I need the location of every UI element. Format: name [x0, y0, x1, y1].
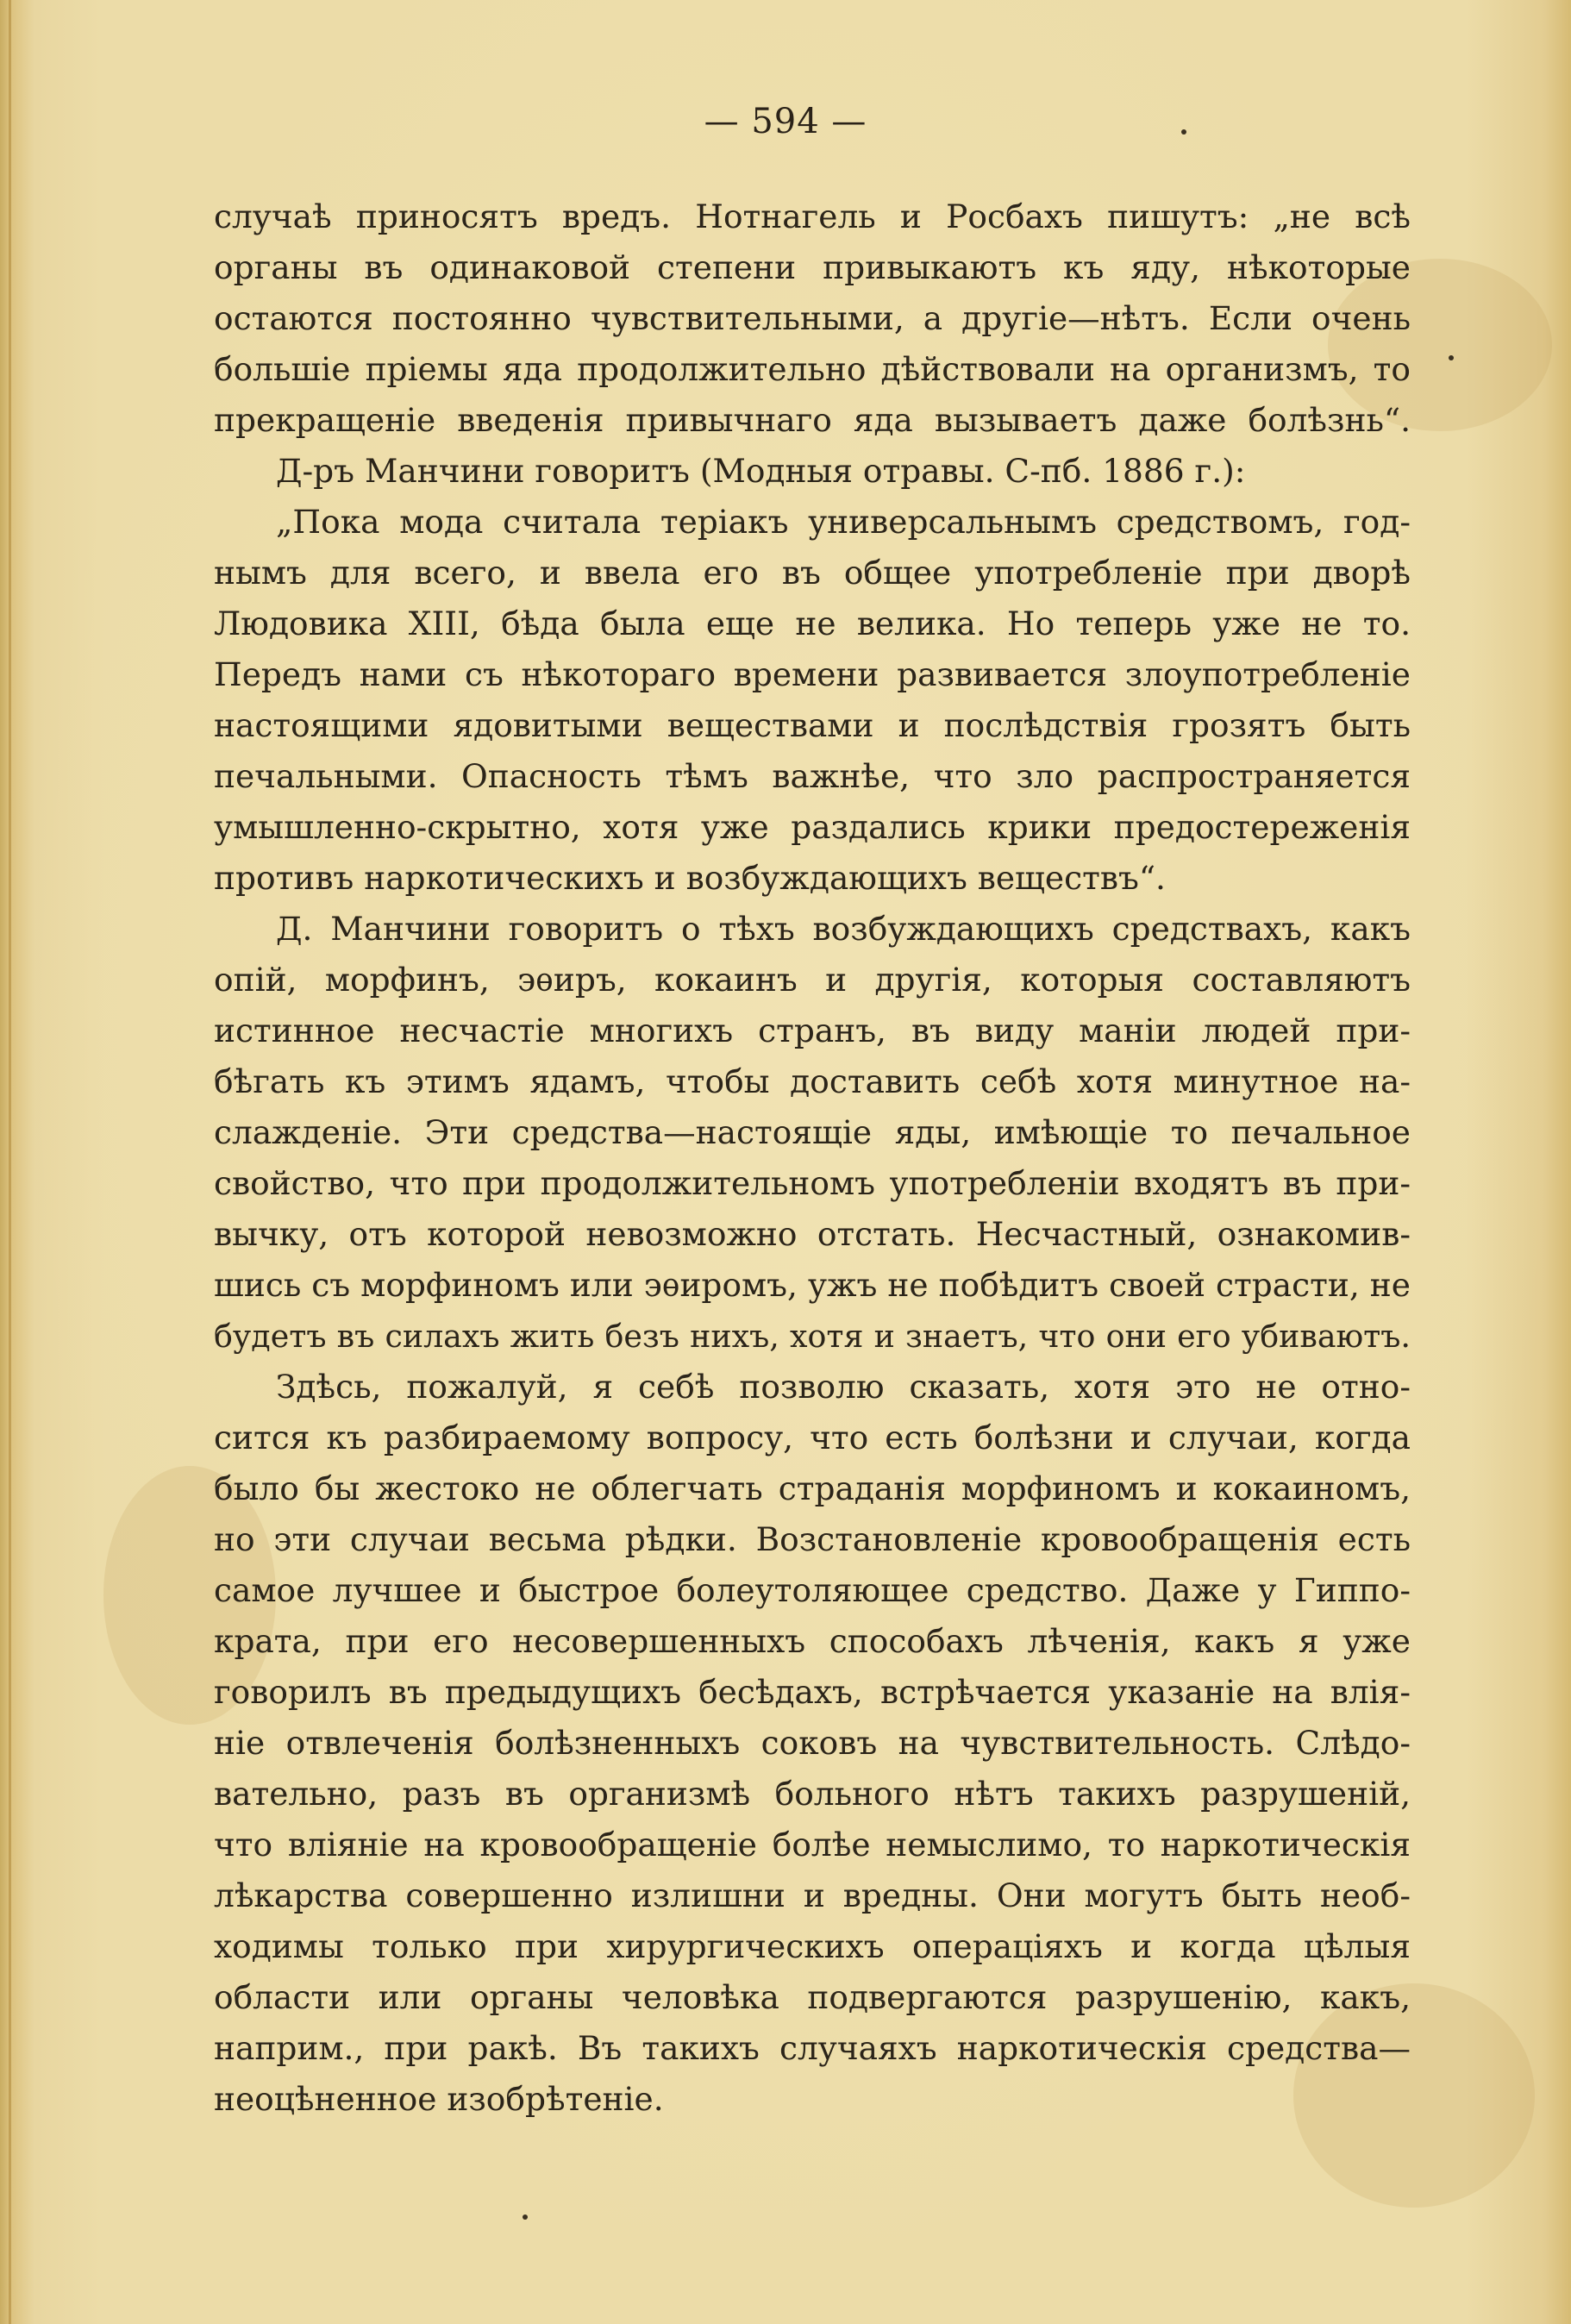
text-line: большіе пріемы яда продолжительно дѣйствовали на организмъ, то	[214, 350, 1411, 388]
ink-speck	[1449, 355, 1454, 360]
text-line: лѣкарства совершенно излишни и вредны. Они могутъ быть необ-	[214, 1876, 1411, 1914]
text-line: неоцѣненное изобрѣтеніе.	[214, 2080, 664, 2118]
text-line: органы въ одинаковой степени привыкаютъ къ яду, нѣкоторые	[214, 248, 1411, 286]
text-line: опій, морфинъ, эѳиръ, кокаинъ и другія, которыя составляютъ	[214, 961, 1411, 999]
text-line: вательно, разъ въ организмѣ больного нѣтъ такихъ разрушеній,	[214, 1775, 1411, 1813]
text-line: шись съ морфиномъ или эѳиромъ, ужъ не побѣдитъ своей страсти, не	[214, 1266, 1411, 1304]
text-line: крата, при его несовершенныхъ способахъ лѣченія, какъ я уже	[214, 1622, 1411, 1660]
text-line: прекращеніе введенія привычнаго яда вызываетъ даже болѣзнь“.	[214, 401, 1411, 439]
text-line: самое лучшее и быстрое болеутоляющее средство. Даже у Гиппо-	[214, 1571, 1411, 1609]
text-line: области или органы человѣка подвергаются разрушенію, какъ,	[214, 1978, 1411, 2016]
text-line: но эти случаи весьма рѣдки. Возстановленіе кровообращенія есть	[214, 1520, 1411, 1558]
text-line: противъ наркотическихъ и возбуждающихъ веществъ“.	[214, 859, 1166, 897]
text-line: бѣгать къ этимъ ядамъ, чтобы доставить себѣ хотя минутное на-	[214, 1062, 1411, 1100]
text-line: остаются постоянно чувствительными, а другіе—нѣтъ. Если очень	[214, 299, 1411, 337]
text-line: что вліяніе на кровообращеніе болѣе немыслимо, то наркотическія	[214, 1826, 1411, 1864]
text-line: наприм., при ракѣ. Въ такихъ случаяхъ наркотическія средства—	[214, 2029, 1411, 2067]
text-line: печальными. Опасность тѣмъ важнѣе, что зло распространяется	[214, 757, 1411, 795]
page-number: — 594 —	[704, 102, 867, 141]
text-line: свойство, что при продолжительномъ употребленіи входятъ въ при-	[214, 1164, 1411, 1202]
binding-edge	[9, 0, 11, 2324]
text-line: было бы жестоко не облегчать страданія морфиномъ и кокаиномъ,	[214, 1469, 1411, 1507]
text-line: случаѣ приносятъ вредъ. Нотнагель и Росбахъ пишутъ: „не всѣ	[214, 197, 1411, 235]
text-line: Д. Манчини говоритъ о тѣхъ возбуждающихъ средствахъ, какъ	[276, 910, 1411, 948]
text-line: Передъ нами съ нѣкотораго времени развивается злоупотребленіе	[214, 655, 1411, 693]
text-line: нымъ для всего, и ввела его въ общее употребленіе при дворѣ	[214, 554, 1411, 592]
text-line: ніе отвлеченія болѣзненныхъ соковъ на чувствительность. Слѣдо-	[214, 1724, 1411, 1762]
text-line: сится къ разбираемому вопросу, что есть болѣзни и случаи, когда	[214, 1419, 1411, 1456]
body-text	[214, 191, 1411, 2125]
text-line: Людовика XIII, бѣда была еще не велика. Но теперь уже не то.	[214, 604, 1411, 642]
text-line: вычку, отъ которой невозможно отстать. Несчастный, ознакомив-	[214, 1215, 1411, 1253]
text-line: ходимы только при хирургическихъ операціяхъ и когда цѣлыя	[214, 1927, 1411, 1965]
text-line: умышленно-скрытно, хотя уже раздались крики предостереженія	[214, 808, 1411, 846]
text-line: Д-ръ Манчини говоритъ (Модныя отравы. С-пб. 1886 г.):	[276, 452, 1246, 490]
text-line: настоящими ядовитыми веществами и послѣдствія грозятъ быть	[214, 706, 1411, 744]
ink-speck	[523, 2214, 528, 2220]
text-line: истинное несчастіе многихъ странъ, въ виду маніи людей при-	[214, 1012, 1411, 1049]
ink-speck	[1181, 129, 1186, 135]
text-line: говорилъ въ предыдущихъ бесѣдахъ, встрѣчается указаніе на влія-	[214, 1673, 1411, 1711]
text-line: будетъ въ силахъ жить безъ нихъ, хотя и знаетъ, что они его убиваютъ.	[214, 1318, 1411, 1355]
text-line: Здѣсь, пожалуй, я себѣ позволю сказать, хотя это не отно-	[276, 1368, 1411, 1406]
text-line: „Пока мода считала теріакъ универсальнымъ средствомъ, год-	[276, 503, 1411, 541]
text-line: слажденіе. Эти средства—настоящіе яды, имѣющіе то печальное	[214, 1113, 1411, 1151]
